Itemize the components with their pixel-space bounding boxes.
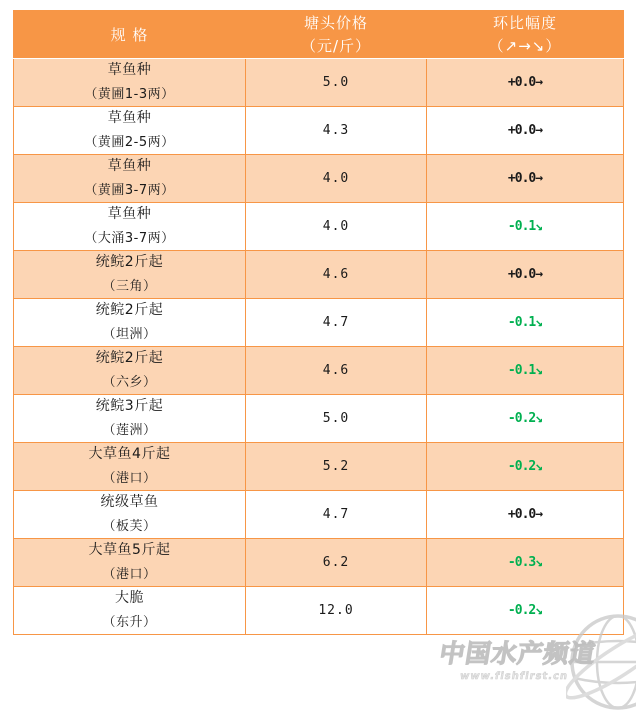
spec-cell xyxy=(14,203,246,251)
header-row xyxy=(14,11,624,59)
table-row xyxy=(14,587,624,635)
price-value: 12.0 xyxy=(246,587,427,635)
header-change-label: 环比幅度 xyxy=(492,14,557,32)
spec-location: （港口） xyxy=(102,567,157,582)
price-value: 4.7 xyxy=(246,491,427,539)
price-value: 4.0 xyxy=(246,203,427,251)
table-row xyxy=(14,443,624,491)
table-row xyxy=(14,395,624,443)
table-row xyxy=(14,251,624,299)
table-row xyxy=(14,539,624,587)
spec-location: （黄圃2-5两） xyxy=(84,135,175,150)
spec-cell xyxy=(14,347,246,395)
table-header xyxy=(14,11,624,59)
price-value: 4.6 xyxy=(246,347,427,395)
spec-name: 大脆 xyxy=(115,590,144,606)
price-value: 5.2 xyxy=(246,443,427,491)
spec-cell xyxy=(14,59,246,107)
table-row xyxy=(14,299,624,347)
spec-location: （港口） xyxy=(102,471,157,486)
watermark-title: 中国水产频道 xyxy=(437,639,599,668)
header-price-label: 塘头价格 xyxy=(303,14,368,32)
spec-location: （板芙） xyxy=(102,519,157,534)
change-value: +0.0→ xyxy=(427,107,624,155)
change-value: +0.0→ xyxy=(427,251,624,299)
spec-cell xyxy=(14,155,246,203)
spec-location: （三角） xyxy=(102,279,157,294)
watermark xyxy=(428,634,606,682)
change-value: -0.2↘ xyxy=(427,587,624,635)
change-value: -0.1↘ xyxy=(427,203,624,251)
spec-location: （莲洲） xyxy=(102,423,157,438)
change-value: -0.3↘ xyxy=(427,539,624,587)
change-value: -0.2↘ xyxy=(427,395,624,443)
table-row xyxy=(14,59,624,107)
spec-name: 草鱼种 xyxy=(107,110,152,126)
fish-price-table xyxy=(13,10,624,635)
change-value: +0.0→ xyxy=(427,59,624,107)
spec-name: 统鲩2斤起 xyxy=(95,254,164,270)
spec-location: （大涌3-7两） xyxy=(84,231,175,246)
spec-name: 统鲩2斤起 xyxy=(95,302,164,318)
spec-name: 统鲩3斤起 xyxy=(95,398,164,414)
table-row xyxy=(14,107,624,155)
table-body xyxy=(14,59,624,635)
price-value: 4.7 xyxy=(246,299,427,347)
spec-name: 大草鱼4斤起 xyxy=(88,446,171,462)
spec-name: 统鲩2斤起 xyxy=(95,350,164,366)
spec-name: 统级草鱼 xyxy=(100,494,159,510)
change-value: -0.2↘ xyxy=(427,443,624,491)
table-row xyxy=(14,155,624,203)
spec-cell xyxy=(14,395,246,443)
spec-location: （六乡） xyxy=(102,375,157,390)
header-spec-label: 规 格 xyxy=(110,25,149,44)
change-value: -0.1↘ xyxy=(427,299,624,347)
price-value: 4.3 xyxy=(246,107,427,155)
spec-location: （坦洲） xyxy=(102,327,157,342)
table-row xyxy=(14,347,624,395)
price-value: 4.6 xyxy=(246,251,427,299)
spec-cell xyxy=(14,587,246,635)
watermark-url: www.fishfirst.cn xyxy=(459,671,569,682)
spec-name: 草鱼种 xyxy=(107,158,152,174)
header-price xyxy=(246,11,427,59)
header-change-arrows: （↗→↘） xyxy=(488,37,562,55)
table-row xyxy=(14,491,624,539)
spec-cell xyxy=(14,251,246,299)
header-change xyxy=(427,11,624,59)
header-price-unit: （元/斤） xyxy=(300,37,372,55)
price-value: 4.0 xyxy=(246,155,427,203)
spec-name: 大草鱼5斤起 xyxy=(88,542,171,558)
price-value: 6.2 xyxy=(246,539,427,587)
spec-cell xyxy=(14,299,246,347)
header-spec xyxy=(14,11,246,59)
change-value: +0.0→ xyxy=(427,491,624,539)
spec-location: （黄圃1-3两） xyxy=(84,87,175,102)
price-value: 5.0 xyxy=(246,59,427,107)
spec-location: （黄圃3-7两） xyxy=(84,183,175,198)
spec-cell xyxy=(14,107,246,155)
spec-location: （东升） xyxy=(102,615,157,630)
spec-cell xyxy=(14,539,246,587)
spec-cell xyxy=(14,491,246,539)
table-row xyxy=(14,203,624,251)
spec-name: 草鱼种 xyxy=(107,62,152,78)
change-value: -0.1↘ xyxy=(427,347,624,395)
spec-cell xyxy=(14,443,246,491)
spec-name: 草鱼种 xyxy=(107,206,152,222)
change-value: +0.0→ xyxy=(427,155,624,203)
price-value: 5.0 xyxy=(246,395,427,443)
